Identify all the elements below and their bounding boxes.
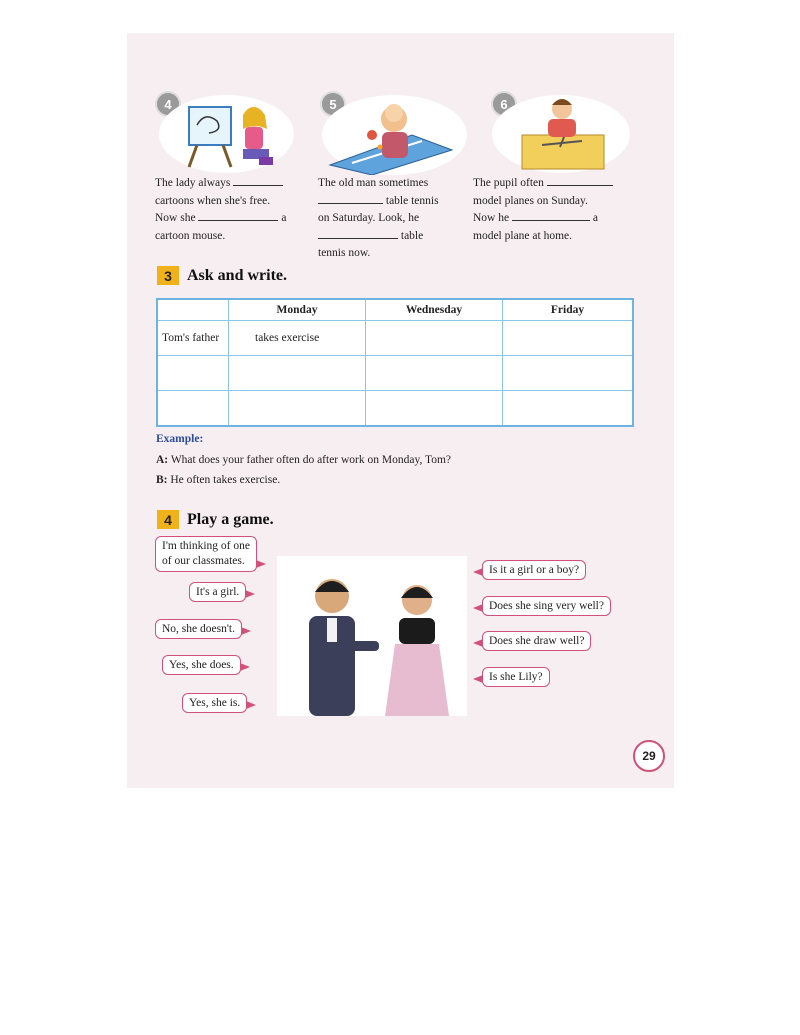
table-cell[interactable] [157, 391, 229, 427]
answer-blank[interactable] [318, 193, 383, 204]
speech-bubble-right: Does she draw well? [482, 631, 591, 651]
table-row [157, 321, 633, 356]
exercise-picture-oval [159, 95, 294, 173]
table-cell[interactable] [366, 356, 503, 391]
answer-blank[interactable] [233, 175, 283, 186]
exercise-number-badge: 4 [157, 93, 179, 115]
exercise-picture-oval [322, 95, 467, 175]
section-number-badge: 3 [157, 266, 179, 285]
table-cell[interactable] [503, 391, 634, 427]
speech-bubble-left: Yes, she is. [182, 693, 247, 713]
exercise-number-badge: 5 [322, 93, 344, 115]
schedule-table [156, 298, 634, 427]
table-cell: Tom's father [157, 321, 229, 356]
answer-blank[interactable] [318, 228, 398, 239]
section-4-heading [157, 510, 274, 529]
answer-blank[interactable] [547, 175, 613, 186]
speech-bubble-left: It's a girl. [189, 582, 246, 602]
exercise-picture-oval [492, 95, 630, 173]
answer-blank[interactable] [512, 210, 590, 221]
speech-bubble-left: No, she doesn't. [155, 619, 242, 639]
section-title: Ask and write. [187, 266, 288, 284]
old-man-table-tennis-illustration [322, 95, 467, 175]
section-number-badge: 4 [157, 510, 179, 529]
speech-bubble-left: Yes, she does. [162, 655, 241, 675]
table-header-row [157, 299, 633, 321]
table-cell[interactable] [229, 356, 366, 391]
boy-and-girl-photo [277, 556, 467, 716]
speech-bubble-right: Is she Lily? [482, 667, 550, 687]
table-row [157, 356, 633, 391]
exercise-6-text: The pupil often model planes on Sunday. Now he a model plane at home. [473, 175, 643, 245]
section-3-heading [157, 266, 287, 285]
children-talking-illustration [277, 556, 467, 716]
page-number: 29 [633, 740, 665, 772]
table-cell[interactable] [157, 356, 229, 391]
table-cell: takes exercise [229, 321, 366, 356]
table-cell[interactable] [503, 321, 634, 356]
table-header-cell: Monday [229, 299, 366, 321]
exercise-5-text: The old man sometimes table tennis on Saturday. Look, he table tennis now. [318, 177, 439, 259]
table-cell[interactable] [503, 356, 634, 391]
exercise-number-badge: 6 [493, 93, 515, 115]
example-label: Example: [156, 433, 204, 445]
speaker-label: B: [156, 474, 168, 486]
table-header-cell: Wednesday [366, 299, 503, 321]
exercise-4-text: The lady always cartoons when she's free. Now she a cartoon mouse. [155, 177, 287, 242]
table-cell[interactable] [366, 321, 503, 356]
table-row [157, 391, 633, 427]
speech-bubble-right: Is it a girl or a boy? [482, 560, 586, 580]
boy-model-plane-illustration [492, 95, 630, 173]
section-title: Play a game. [187, 510, 274, 528]
table-header-cell: Friday [503, 299, 634, 321]
dialog-line-a [156, 454, 451, 466]
table-header-cell [157, 299, 229, 321]
table-cell[interactable] [366, 391, 503, 427]
answer-blank[interactable] [198, 210, 278, 221]
table-cell[interactable] [229, 391, 366, 427]
textbook-page [127, 33, 674, 788]
dialog-text: He often takes exercise. [170, 474, 281, 486]
girl-painting-illustration [159, 95, 294, 173]
speaker-label: A: [156, 454, 169, 466]
speech-bubble-left: I'm thinking of one of our classmates. [155, 536, 257, 572]
dialog-line-b [156, 474, 280, 486]
speech-bubble-right: Does she sing very well? [482, 596, 611, 616]
dialog-text: What does your father often do after work on Monday, Tom? [170, 454, 452, 466]
